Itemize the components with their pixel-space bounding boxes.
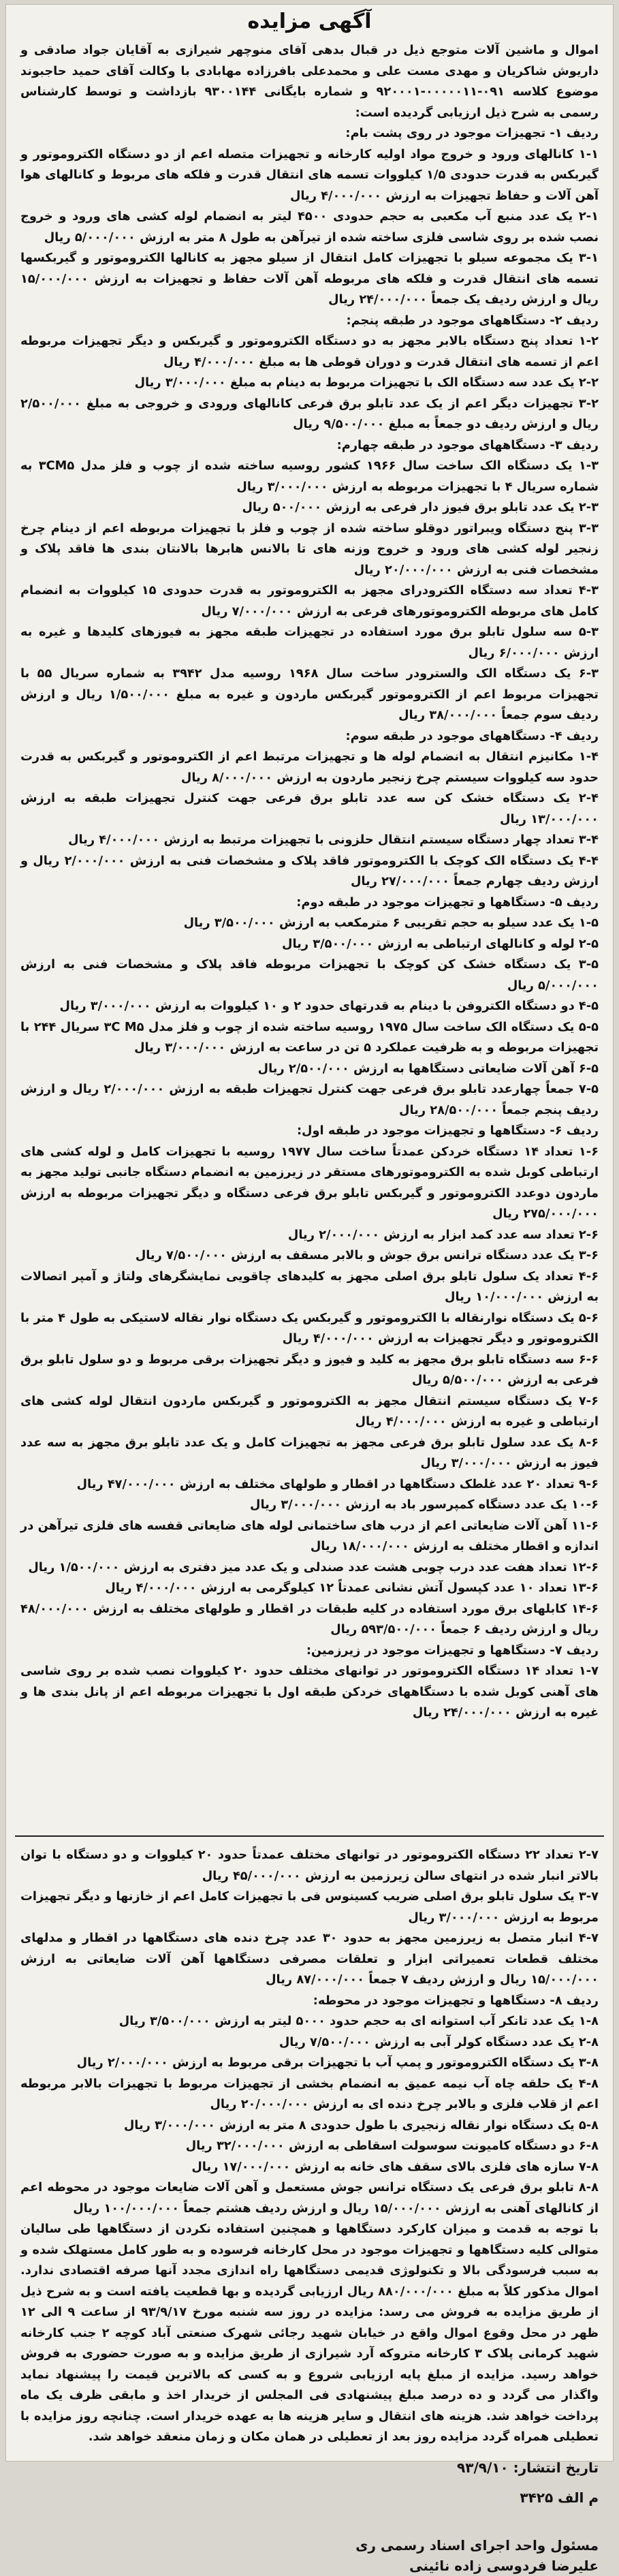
notice-paragraph: ۳-۷ یک سلول تابلو برق اصلی ضریب کسینوس فی با تجهیزات کامل اعم از خازنها و دیگر تجهیزات مربوط به ارزش ۳/۰۰۰/۰۰۰ ریال [20, 1889, 599, 1925]
notice-paragraph: ۱-۲ تعداد پنج دستگاه بالابر مجهز به دو دستگاه الکتروموتور و گیربکس و دیگر تجهیزات مربوطه اعم از تسمه های انتقال قدرت و دوران قوطی ها به مبلغ ۴/۰۰۰/۰۰۰ ریال [20, 334, 599, 369]
notice-paragraph: ۶-۶ سه دستگاه تابلو برق مجهز به کلید و فیوز و دیگر تجهیزات برقی مربوط و دو سلول تابلو برق فرعی به ارزش ۵/۵۰۰/۰۰۰ ریال [20, 1352, 599, 1387]
notice-paragraph: ۲-۲ یک عدد سه دستگاه الک با تجهیزات مربوط به دینام به مبلغ ۳/۰۰۰/۰۰۰ ریال [134, 375, 599, 390]
notice-paragraph: ردیف ۷- دستگاهها و تجهیزات موجود در زیرزمین: [306, 1643, 599, 1658]
notice-paragraph: ۲-۷ تعداد ۲۲ دستگاه الکتروموتور در توانهای مختلف عمدتاً حدود ۲۰ کیلووات و دو دستگاه با توان بالاتر انبار شده در انتهای سالن زیرزمین به ارزش ۴۵/۰۰۰/۰۰۰ ریال [20, 1848, 599, 1883]
notice-paragraph: ۱۲-۶ تعداد هفت عدد درب چوبی هشت عدد صندلی و یک عدد میز دفتری به ارزش ۱/۵۰۰/۰۰۰ ریال [28, 1559, 599, 1574]
notice-paragraph: ۳-۶ یک عدد دستگاه ترانس برق جوش و بالابر مسقف به ارزش ۷/۵۰۰/۰۰۰ ریال [135, 1248, 599, 1262]
notice-column-top [20, 4, 599, 1724]
notice-paragraph: ۳-۱ یک مجموعه سیلو با تجهیزات کامل انتقال از سیلو مجهز به کانالها الکتروموتور و گیربکسها تسمه های انتقال قدرت و فلکه های مربوطه آهن آلات حفاظ و تجهیزات به ارزش ۱۵/۰۰۰/۰۰۰ ریال و ارزش ردیف یک جمعاً ۲۴/۰۰۰/۰۰۰ ریال [20, 251, 599, 307]
notice-paragraph: ۲-۵ لوله و کانالهای ارتباطی به ارزش ۳/۵۰۰/۰۰۰ ریال [282, 936, 599, 951]
notice-paragraph: ردیف ۳- دستگاههای موجود در طبقه چهارم: [336, 437, 599, 452]
notice-paragraph: ۲-۶ تعداد سه عدد کمد ابزار به ارزش ۲/۰۰۰/۰۰۰ ریال [287, 1227, 599, 1242]
notice-body-top [20, 40, 599, 1724]
notice-title: آگهی مزایده [247, 10, 372, 33]
notice-paragraph: ۸-۶ یک عدد سلول تابلو برق فرعی مجهز به تجهیزات کامل و یک عدد تابلو برق مجهز به سه عدد فیوز به ارزش ۳/۰۰۰/۰۰۰ ریال [20, 1435, 599, 1470]
notice-paragraph: اموال و ماشین آلات متوجع ذیل در قبال بدهی آقای منوچهر شیرازی به آقایان جواد صادقی و داریوش شاکریان و مهدی مست علی و محمدعلی بافرزاده مهابادی با وکالت آقای حمید حاجبوند موضوع کلاسه ۰۹۱-۰۰۰۰۰۱۱-۹۲۰۰۰۱ و شماره بایگانی ۹۳۰۰۱۴۴ بازداشت و توسط کارشناس رسمی به شرح ذیل ارزیابی گردیده است: [20, 43, 599, 120]
notice-paragraph: ۴-۴ یک دستگاه الک کوچک با الکتروموتور فاقد پلاک و مشخصات فنی به ارزش ۲/۰۰۰/۰۰۰ ریال و ارزش ردیف چهارم جمعاً ۲۷/۰۰۰/۰۰۰ ریال [20, 853, 599, 888]
notice-paragraph: ۸-۸ تابلو برق فرعی یک دستگاه ترانس جوش مستعمل و آهن آلات ضایعات موجود در محوطه اعم از کانالهای آهنی به ارزش ۱۵/۰۰۰/۰۰۰ ریال و ارزش ردیف هشتم جمعاً ۱۰۰/۰۰۰/۰۰۰ ریال [20, 2180, 599, 2216]
notice-body-bottom [20, 1845, 599, 2448]
notice-paragraph: ۲-۳ یک عدد تابلو برق فیوز دار فرعی به ارزش ۵۰۰/۰۰۰ ریال [242, 500, 599, 514]
notice-paragraph: ردیف ۴- دستگاههای موجود در طبقه سوم: [345, 728, 599, 743]
notice-paragraph: ۱۱-۶ آهن آلات ضایعاتی اعم از درب های ساختمانی لوله های ضایعاتی قفسه های فلزی تیرآهن در اندازه و اقطار مختلف به ارزش ۱۸/۰۰۰/۰۰۰ ریال [20, 1518, 599, 1553]
notice-paragraph: ۱-۷ تعداد ۱۴ دستگاه الکتروموتور در توانهای مختلف حدود ۲۰ کیلووات نصب شده بر روی شاسی های آهنی کوبل شده با دستگاههای خردکن طبقه اول با تجهیزات مربوطه اعم از پانل بندی ها و غیره به ارزش ۲۴/۰۰۰/۰۰۰ ریال [20, 1664, 599, 1720]
notice-paragraph: ۴-۳ تعداد سه دستگاه الکترودرای مجهز به الکتروموتور به قدرت حدودی ۱۵ کیلووات به انضمام کامل های مربوطه الکتروموتورهای فرعی به ارزش ۷/۰۰۰/۰۰۰ ریال [20, 583, 599, 619]
notice-paragraph: ۵-۶ یک دستگاه نوارنقاله با الکتروموتور و گیربکس یک دستگاه نوار نقاله لاستیکی به طول ۴ متر با الکتروموتور و دیگر تجهیزات به ارزش ۴/۰۰۰/۰۰۰ ریال [20, 1310, 599, 1346]
notice-paragraph: ۶-۳ یک دستگاه الک والسترودر ساخت سال ۱۹۶۸ روسیه مدل ۳۹۴۲ به شماره سریال ۵۵ با تجهیزات مربوط اعم از الکتروموتور گیربکس ماردون و غیره به مبلغ ۱/۵۰۰/۰۰۰ ریال و ارزش ردیف سوم جمعاً ۳۸/۰۰۰/۰۰۰ ریال [20, 666, 599, 722]
notice-paragraph: ۴-۸ یک حلقه چاه آب نیمه عمیق به انضمام بخشی از تجهیزات مربوط با تجهیزات بالابر مربوطه اعم از قلاب فلزی و بالابر چرخ دنده ای به ارزش ۲۰/۰۰۰/۰۰۰ ریال [20, 2076, 599, 2111]
notice-paragraph: ۱۳-۶ تعداد ۱۰ عدد کپسول آتش نشانی عمدتاً ۱۲ کیلوگرمی به ارزش ۴/۰۰۰/۰۰۰ ریال [105, 1581, 599, 1595]
notice-paragraph: ۱-۸ یک عدد تانکر آب استوانه ای به حجم حدود ۵۰۰۰ لیتر به ارزش ۳/۵۰۰/۰۰۰ ریال [118, 2014, 599, 2028]
notice-paragraph: ۲-۱ یک عدد منبع آب مکعبی به حجم حدودی ۴۵۰۰ لیتر به انضمام لوله کشی های ورود و خروج نصب شده بر روی شاسی فلزی ساخته شده از تیرآهن به طول ۸ متر به ارزش ۵/۰۰۰/۰۰۰ ریال [20, 209, 599, 245]
notice-paragraph: ۱-۵ یک عدد سیلو به حجم تقریبی ۶ مترمکعب به ارزش ۳/۵۰۰/۰۰۰ ریال [183, 916, 599, 930]
notice-paragraph: ۲-۴ یک دستگاه خشک کن سه عدد تابلو برق فرعی جهت کنترل تجهیزات طبقه به ارزش ۱۳/۰۰۰/۰۰۰ ریال [20, 791, 599, 826]
notice-paragraph: ۱-۳ یک دستگاه الک ساخت سال ۱۹۶۶ کشور روسیه ساخته شده از چوب و فلز مدل ۳CM۵ به شماره سریال ۴ با تجهیزات مربوطه به ارزش ۳/۰۰۰/۰۰۰ ریال [20, 459, 599, 494]
notice-paragraph: ۱-۶ تعداد ۱۴ دستگاه خردکن عمدتاً ساخت سال ۱۹۷۷ روسیه با تجهیزات کامل و لوله کشی های ارتباطی کوبل شده به الکتروموتورهای مستقر در زیرزمین به انضمام دستگاه جانبی تولید مجهز به ماردون دوعدد الکتروموتور و گیربکس تابلو برق فرعی دستگاه و دیگر تجهیزات مربوطه به ارزش ۲۷۵/۰۰۰/۰۰۰ ریال [20, 1144, 599, 1221]
signature-block [20, 2535, 599, 2576]
notice-paragraph: ۵-۵ یک دستگاه الک ساخت سال ۱۹۷۵ روسیه ساخته شده از چوب و فلز مدل ۳C M۵ سریال ۲۴۴ با تجهیزات مربوطه و به ظرفیت عملکرد ۵ تن در ساعت به ارزش ۳/۰۰۰/۰۰۰ ریال [20, 1019, 599, 1055]
notice-paragraph: ۳-۴ تعداد چهار دستگاه سیستم انتقال حلزونی با تجهیزات مرتبط به ارزش ۴/۰۰۰/۰۰۰ ریال [68, 833, 599, 847]
notice-paragraph: ۳-۲ تجهیزات دیگر اعم از یک عدد تابلو برق فرعی کانالهای ورودی و خروجی به مبلغ ۲/۵۰۰/۰۰۰ ریال و ارزش ردیف دو جمعاً به مبلغ ۹/۵۰۰/۰۰۰ ریال [20, 396, 599, 431]
reference-number: م الف ۳۴۲۵ [520, 2489, 599, 2506]
notice-paragraph: ۴-۷ انبار متصل به زیرزمین مجهز به حدود ۳۰ عدد چرخ دنده های دستگاهها در اقطار و مدلهای مختلف قطعات تعمیراتی ابزار و تعلقات مصرفی دستگاهها آهن آلات ضایعاتی به ارزش ۱۵/۰۰۰/۰۰۰ ریال و ارزش ردیف ۷ جمعاً ۸۷/۰۰۰/۰۰۰ ریال [20, 1931, 599, 1987]
notice-paragraph: ۱۴-۶ کابلهای برق مورد استفاده در کلیه طبقات در اقطار و طولهای مختلف به ارزش ۴۸/۰۰۰/۰۰۰ ریال و ارزش ردیف ۶ جمعاً ۵۹۳/۵۰۰/۰۰۰ ریال [20, 1601, 599, 1636]
notice-paragraph: ردیف ۸- دستگاهها و تجهیزات موجود در محوطه: [313, 1993, 599, 2008]
notice-paragraph: ۵-۳ سه سلول تابلو برق مورد استفاده در تجهیزات طبقه مجهز به فیوزهای کلیدها و غیره به ارزش ۶/۰۰۰/۰۰۰ ریال [20, 625, 599, 660]
notice-paragraph: ۷-۸ سازه های فلزی بالای سقف های خانه به ارزش ۱۷/۰۰۰/۰۰۰ ریال [191, 2159, 599, 2174]
notice-paragraph: با توجه به قدمت و میزان کارکرد دستگاهها و همچنین استفاده نکردن از دستگاهها طی سالیان متوالی کلیه دستگاهها و تجهیزات موجود در محل کارخانه فرسوده و به طور کامل مستهلک شده و به سبب فرسودگی بالا و تکنولوژی قدیمی دستگاهها راه اندازی مجدد آنها صرفه اقتصادی ندارد. اموال مذکور کلاً به مبلغ ۸۸۰/۰۰۰/۰۰۰ ریال ارزیابی گردیده و بها قطعیت یافته است و به شرح ذیل از طریق مزایده به فروش می رسد: مزایده در روز سه شنبه مورخ ۹۳/۹/۱۷ از ساعت ۹ الی ۱۲ ظهر در محل وقوع اموال واقع در خیابان شهید رجائی شهرک صنعتی آباد کوچه ۲ جنب کارخانه شهید کرمانی پلاک ۳ کارخانه متروکه آرد شیرازی از طریق مزایده و به صورت حضوری به فروش خواهد رسید. مزایده از مبلغ پایه ارزیابی شروع و به کسی که بالاترین قیمت را پیشنهاد نماید واگذار می گردد و ده درصد مبلغ پیشنهادی فی المجلس از خریدار اخذ و مابقی ظرف یک ماه پرداخت خواهد شد. هزینه های انتقال و سایر هزینه ها به عهده خریدار است. چنانچه روز مزایده با تعطیلی همراه گردد مزایده روز بعد از تعطیلی در همان مکان و زمان منعقد خواهد شد. [20, 2222, 599, 2444]
notice-paragraph: ۳-۵ یک دستگاه خشک کن کوچک با تجهیزات مربوطه فاقد پلاک و مشخصات فنی به ارزش ۵/۰۰۰/۰۰۰ ریال [20, 957, 599, 993]
notice-paragraph: ۱۰-۶ یک عدد دستگاه کمپرسور باد به ارزش ۳/۰۰۰/۰۰۰ ریال [250, 1498, 599, 1512]
notice-paragraph: ۲-۸ یک عدد دستگاه کولر آبی به ارزش ۷/۵۰۰/۰۰۰ ریال [279, 2034, 599, 2049]
notice-paragraph: ۶-۵ آهن آلات ضایعاتی دستگاهها به ارزش ۲/۵۰۰/۰۰۰ ریال [257, 1061, 599, 1076]
notice-paragraph: ۵-۸ یک دستگاه نوار نقاله زنجیری با طول حدودی ۸ متر به ارزش ۳/۰۰۰/۰۰۰ ریال [123, 2117, 599, 2132]
notice-column-bottom [20, 1845, 599, 2576]
notice-paragraph: ۷-۶ یک دستگاه سیستم انتقال مجهز به الکتروموتور و گیربکس ماردون انتقال لوله کشی های ارتباطی و غیره به ارزش ۴/۰۰۰/۰۰۰ ریال [20, 1393, 599, 1429]
issue-date: تاریخ انتشار: ۹۳/۹/۱۰ [457, 2459, 599, 2476]
notice-paragraph: ۳-۳ پنج دستگاه ویبراتور دوقلو ساخته شده از چوب و فلز با تجهیزات مربوطه اعم از دینام چرخ زنجیر لوله کشی های ورود و خروج وزنه های تا بالانس هابرها بالانتان بندی ها فاقد پلاک و مشخصات فنی به ارزش ۲۰/۰۰۰/۰۰۰ ریال [20, 521, 599, 577]
notice-paragraph: ردیف ۲- دستگاههای موجود در طبقه پنجم: [346, 313, 599, 328]
notice-paragraph: ۹-۶ تعداد ۲۰ عدد غلطک دستگاهها در اقطار و طولهای مختلف به ارزش ۴۷/۰۰۰/۰۰۰ ریال [76, 1476, 599, 1491]
notice-paragraph: ۳-۸ یک دستگاه الکتروموتور و پمپ آب با تجهیزات برقی مربوط به ارزش ۲/۰۰۰/۰۰۰ ریال [76, 2055, 599, 2070]
column-divider [15, 1835, 604, 1837]
notice-paragraph: ردیف ۶- دستگاهها و تجهیزات موجود در طبقه اول: [296, 1123, 599, 1138]
signature-title: مسئول واحد اجرای اسناد رسمی ری [355, 2536, 599, 2554]
notice-paragraph: ۶-۸ دو دستگاه کامیونت سوسولت اسقاطی به ارزش ۳۲/۰۰۰/۰۰۰ ریال [185, 2139, 599, 2153]
newspaper-clipping [5, 4, 614, 2574]
notice-paragraph: ۴-۶ تعداد یک سلول تابلو برق اصلی مجهز به کلیدهای چاقویی نمایشگرهای ولتاژ و آمپر اتصالات به ارزش ۱۰/۰۰۰/۰۰۰ ریال [20, 1269, 599, 1304]
signature-name: علیرضا فردوسی زاده نائینی [409, 2557, 599, 2574]
notice-paragraph: ۴-۵ دو دستگاه الکتروفن با دینام به قدرتهای حدود ۲ و ۱۰ کیلووات به ارزش ۳/۰۰۰/۰۰۰ ریال [59, 999, 599, 1013]
notice-paragraph: ۱-۱ کانالهای ورود و خروج مواد اولیه کارخانه و تجهیزات متصله اعم از دو دستگاه الکتروموتور و گیربکس به قدرت حدودی ۱/۵ کیلووات تسمه های انتقال قدرت و فلکه های مربوط و کانالهای هوا آهن آلات و حفاظ تجهیزات به ارزش ۴/۰۰۰/۰۰۰ ریال [20, 146, 599, 203]
notice-paragraph: ردیف ۱- تجهیزات موجود در روی پشت بام: [345, 126, 599, 140]
notice-paragraph: ردیف ۵- دستگاهها و تجهیزات موجود در طبقه دوم: [296, 895, 599, 910]
notice-paragraph: ۷-۵ جمعاً چهارعدد تابلو برق فرعی جهت کنترل تجهیزات طبقه به ارزش ۲/۰۰۰/۰۰۰ ریال و ارزش ردیف پنجم جمعاً ۲۸/۵۰۰/۰۰۰ ریال [20, 1082, 599, 1117]
notice-paragraph: ۱-۴ مکانیزم انتقال به انضمام لوله ها و تجهیزات مرتبط اعم از الکتروموتور و گیربکس به قدرت حدود سه کیلووات سیستم چرخ زنجیر ماردون به ارزش ۸/۰۰۰/۰۰۰ ریال [20, 749, 599, 785]
